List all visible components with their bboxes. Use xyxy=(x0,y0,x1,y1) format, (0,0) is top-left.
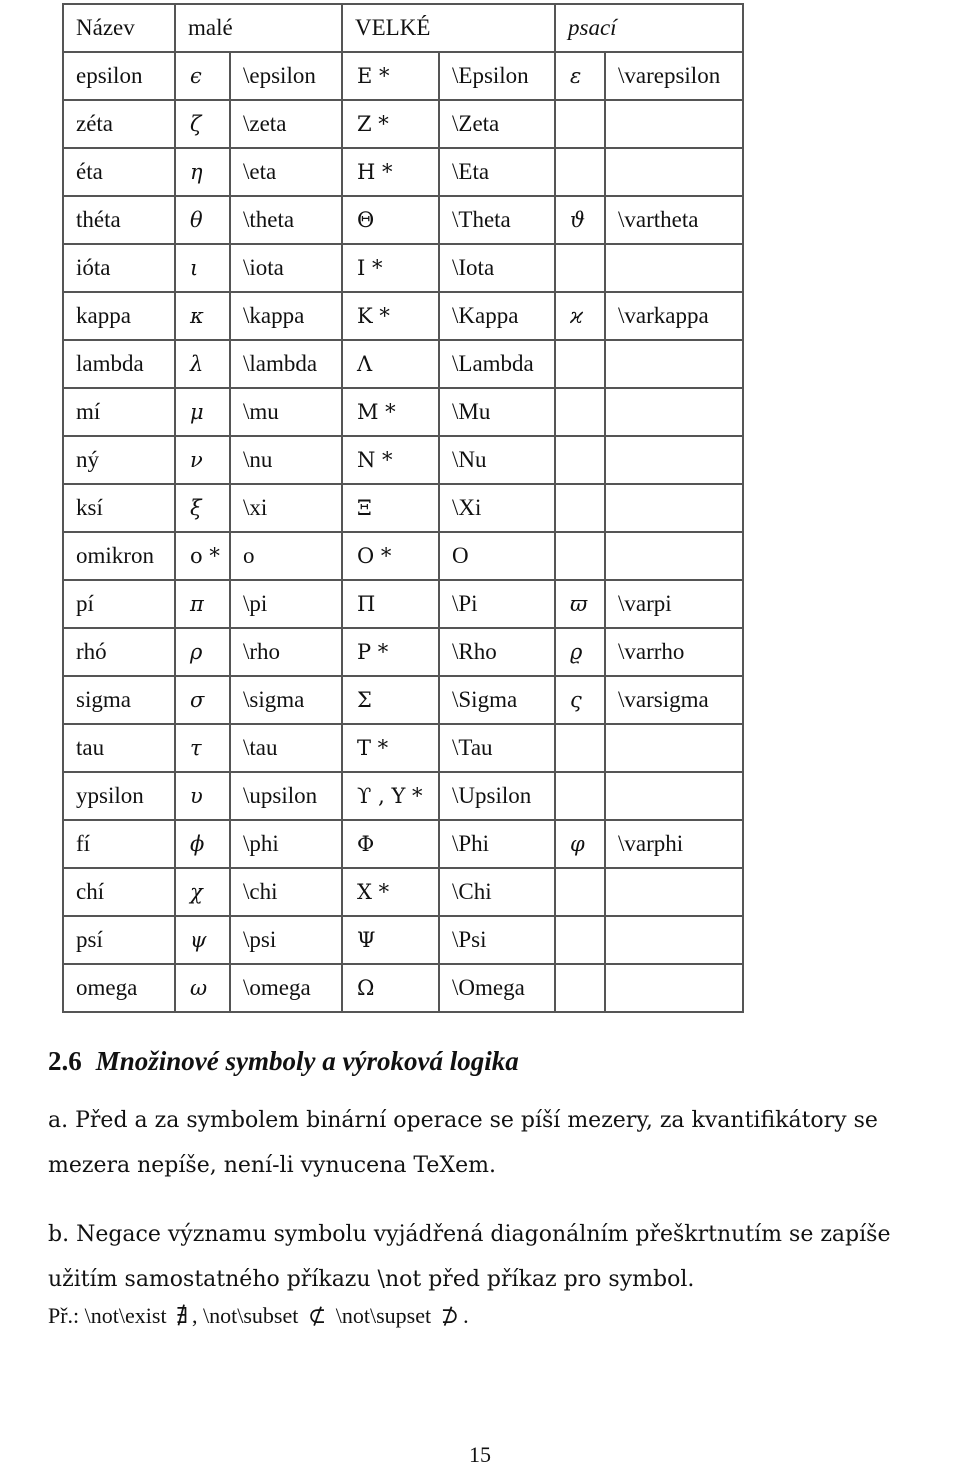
section-title: Množinové symboly a výroková logika xyxy=(95,1046,519,1076)
upper-command: \Rho xyxy=(439,628,555,676)
upper-symbol: Σ xyxy=(342,676,439,724)
header-name: Název xyxy=(63,4,175,52)
table-row xyxy=(63,388,743,436)
upper-command: \Sigma xyxy=(439,676,555,724)
script-symbol xyxy=(555,340,605,388)
upper-command: \Chi xyxy=(439,868,555,916)
upper-command: \Upsilon xyxy=(439,772,555,820)
table-row xyxy=(63,148,743,196)
script-command xyxy=(605,340,743,388)
upper-symbol: H * xyxy=(342,148,439,196)
not-supset-symbol: ⊅ xyxy=(440,1304,460,1329)
name: zéta xyxy=(63,100,175,148)
upper-symbol: Ψ xyxy=(342,916,439,964)
table-row xyxy=(63,532,743,580)
lower-symbol: ρ xyxy=(175,628,230,676)
script-command: \varsigma xyxy=(605,676,743,724)
lower-symbol: ω xyxy=(175,964,230,1012)
upper-symbol: E * xyxy=(342,52,439,100)
upper-symbol: Ξ xyxy=(342,484,439,532)
script-symbol: φ xyxy=(555,820,605,868)
table-row xyxy=(63,964,743,1012)
lower-symbol: λ xyxy=(175,340,230,388)
table-row xyxy=(63,100,743,148)
lower-command: \xi xyxy=(230,484,342,532)
script-command xyxy=(605,436,743,484)
upper-command: O xyxy=(439,532,555,580)
script-symbol xyxy=(555,388,605,436)
name: omikron xyxy=(63,532,175,580)
upper-command: \Phi xyxy=(439,820,555,868)
name: ksí xyxy=(63,484,175,532)
name: sigma xyxy=(63,676,175,724)
lower-command: \iota xyxy=(230,244,342,292)
upper-command: \Iota xyxy=(439,244,555,292)
lower-command: \chi xyxy=(230,868,342,916)
table-row xyxy=(63,916,743,964)
lower-command: \lambda xyxy=(230,340,342,388)
script-command xyxy=(605,244,743,292)
name: lambda xyxy=(63,340,175,388)
upper-symbol: O * xyxy=(342,532,439,580)
lower-symbol: η xyxy=(175,148,230,196)
lower-command: o xyxy=(230,532,342,580)
name: pí xyxy=(63,580,175,628)
lower-symbol: o * xyxy=(175,532,230,580)
table-row xyxy=(63,724,743,772)
upper-command: \Nu xyxy=(439,436,555,484)
lower-symbol: ζ xyxy=(175,100,230,148)
lower-command: \nu xyxy=(230,436,342,484)
script-symbol xyxy=(555,724,605,772)
script-symbol: ϱ xyxy=(555,628,605,676)
lower-command: \theta xyxy=(230,196,342,244)
upper-command: \Omega xyxy=(439,964,555,1012)
name: ný xyxy=(63,436,175,484)
greek-letters-table xyxy=(62,3,744,1013)
upper-command: \Lambda xyxy=(439,340,555,388)
script-command: \varkappa xyxy=(605,292,743,340)
lower-symbol: σ xyxy=(175,676,230,724)
lower-symbol: π xyxy=(175,580,230,628)
header-upper: VELKÉ xyxy=(342,4,555,52)
upper-symbol: I * xyxy=(342,244,439,292)
script-symbol xyxy=(555,100,605,148)
name: théta xyxy=(63,196,175,244)
example-part3: \not\supset xyxy=(335,1303,432,1328)
upper-command: \Kappa xyxy=(439,292,555,340)
table-row xyxy=(63,820,743,868)
name: ióta xyxy=(63,244,175,292)
upper-symbol: P * xyxy=(342,628,439,676)
script-symbol: ϰ xyxy=(555,292,605,340)
script-symbol: ς xyxy=(555,676,605,724)
script-command xyxy=(605,724,743,772)
upper-symbol: T * xyxy=(342,724,439,772)
lower-symbol: κ xyxy=(175,292,230,340)
table-row xyxy=(63,52,743,100)
name: chí xyxy=(63,868,175,916)
upper-symbol: ϒ , Y * xyxy=(342,772,439,820)
upper-command: \Psi xyxy=(439,916,555,964)
lower-symbol: χ xyxy=(175,868,230,916)
lower-symbol: ι xyxy=(175,244,230,292)
lower-symbol: ψ xyxy=(175,916,230,964)
script-symbol xyxy=(555,148,605,196)
upper-symbol: N * xyxy=(342,436,439,484)
script-command xyxy=(605,148,743,196)
script-symbol xyxy=(555,916,605,964)
not-exist-symbol: ∄ xyxy=(176,1304,188,1329)
script-command xyxy=(605,388,743,436)
table-row xyxy=(63,580,743,628)
name: epsilon xyxy=(63,52,175,100)
lower-command: \omega xyxy=(230,964,342,1012)
name: kappa xyxy=(63,292,175,340)
script-command xyxy=(605,868,743,916)
table-row xyxy=(63,436,743,484)
lower-symbol: ξ xyxy=(175,484,230,532)
lower-command: \psi xyxy=(230,916,342,964)
script-command: \varphi xyxy=(605,820,743,868)
name: omega xyxy=(63,964,175,1012)
lower-symbol: ϕ xyxy=(175,820,230,868)
table-row xyxy=(63,340,743,388)
upper-symbol: M * xyxy=(342,388,439,436)
script-command: \vartheta xyxy=(605,196,743,244)
page-number: 15 xyxy=(469,1442,491,1467)
script-symbol: ϑ xyxy=(555,196,605,244)
upper-command: \Tau xyxy=(439,724,555,772)
upper-symbol: Λ xyxy=(342,340,439,388)
table-row xyxy=(63,772,743,820)
upper-command: \Xi xyxy=(439,484,555,532)
script-command: \varpi xyxy=(605,580,743,628)
script-command xyxy=(605,772,743,820)
example-part2: , \not\subset xyxy=(192,1303,299,1328)
upper-symbol: Z * xyxy=(342,100,439,148)
lower-command: \sigma xyxy=(230,676,342,724)
name: rhó xyxy=(63,628,175,676)
section-number: 2.6 xyxy=(48,1046,82,1076)
script-symbol xyxy=(555,964,605,1012)
lower-command: \kappa xyxy=(230,292,342,340)
script-command: \varepsilon xyxy=(605,52,743,100)
lower-symbol: μ xyxy=(175,388,230,436)
script-symbol: ε xyxy=(555,52,605,100)
lower-symbol: τ xyxy=(175,724,230,772)
script-command xyxy=(605,916,743,964)
name: éta xyxy=(63,148,175,196)
lower-command: \eta xyxy=(230,148,342,196)
upper-symbol: Θ xyxy=(342,196,439,244)
lower-command: \mu xyxy=(230,388,342,436)
script-symbol xyxy=(555,868,605,916)
upper-command: \Zeta xyxy=(439,100,555,148)
lower-command: \upsilon xyxy=(230,772,342,820)
upper-command: \Eta xyxy=(439,148,555,196)
script-command: \varrho xyxy=(605,628,743,676)
script-symbol xyxy=(555,244,605,292)
table-row xyxy=(63,292,743,340)
header-lower: malé xyxy=(175,4,342,52)
lower-symbol: ϵ xyxy=(175,52,230,100)
name: fí xyxy=(63,820,175,868)
lower-command: \pi xyxy=(230,580,342,628)
section-heading xyxy=(48,1046,519,1077)
upper-symbol: Ω xyxy=(342,964,439,1012)
paragraph-b: b. Negace významu symbolu vyjádřená diagonálním přeškrtnutím se zapíše užitím samostatného příkazu \not před příkaz pro symbol. xyxy=(48,1222,891,1292)
upper-symbol: X * xyxy=(342,868,439,916)
script-symbol xyxy=(555,436,605,484)
table-header-row xyxy=(63,4,743,52)
upper-command: \Theta xyxy=(439,196,555,244)
upper-command: \Pi xyxy=(439,580,555,628)
name: psí xyxy=(63,916,175,964)
script-command xyxy=(605,532,743,580)
example-prefix: Př.: \not\exist xyxy=(48,1303,167,1328)
lower-command: \phi xyxy=(230,820,342,868)
header-script: psací xyxy=(555,4,743,52)
upper-symbol: Π xyxy=(342,580,439,628)
name: tau xyxy=(63,724,175,772)
paragraph-a: a. Před a za symbolem binární operace se píší mezery, za kvantifikátory se mezera nepíše, není-li vynucena TeXem. xyxy=(48,1108,878,1178)
upper-symbol: Φ xyxy=(342,820,439,868)
table-row xyxy=(63,244,743,292)
name: mí xyxy=(63,388,175,436)
script-command xyxy=(605,964,743,1012)
example-suffix: . xyxy=(463,1303,469,1328)
table-row xyxy=(63,484,743,532)
lower-symbol: υ xyxy=(175,772,230,820)
table-row xyxy=(63,628,743,676)
table-row xyxy=(63,676,743,724)
lower-command: \tau xyxy=(230,724,342,772)
upper-command: \Mu xyxy=(439,388,555,436)
upper-symbol: K * xyxy=(342,292,439,340)
lower-symbol: ν xyxy=(175,436,230,484)
not-subset-symbol: ⊄ xyxy=(307,1304,327,1329)
script-symbol xyxy=(555,532,605,580)
lower-command: \rho xyxy=(230,628,342,676)
script-symbol xyxy=(555,772,605,820)
lower-command: \zeta xyxy=(230,100,342,148)
example-line xyxy=(48,1303,469,1329)
lower-symbol: θ xyxy=(175,196,230,244)
table-row xyxy=(63,196,743,244)
script-symbol xyxy=(555,484,605,532)
table-row xyxy=(63,868,743,916)
upper-command: \Epsilon xyxy=(439,52,555,100)
lower-command: \epsilon xyxy=(230,52,342,100)
name: ypsilon xyxy=(63,772,175,820)
script-command xyxy=(605,100,743,148)
script-command xyxy=(605,484,743,532)
script-symbol: ϖ xyxy=(555,580,605,628)
